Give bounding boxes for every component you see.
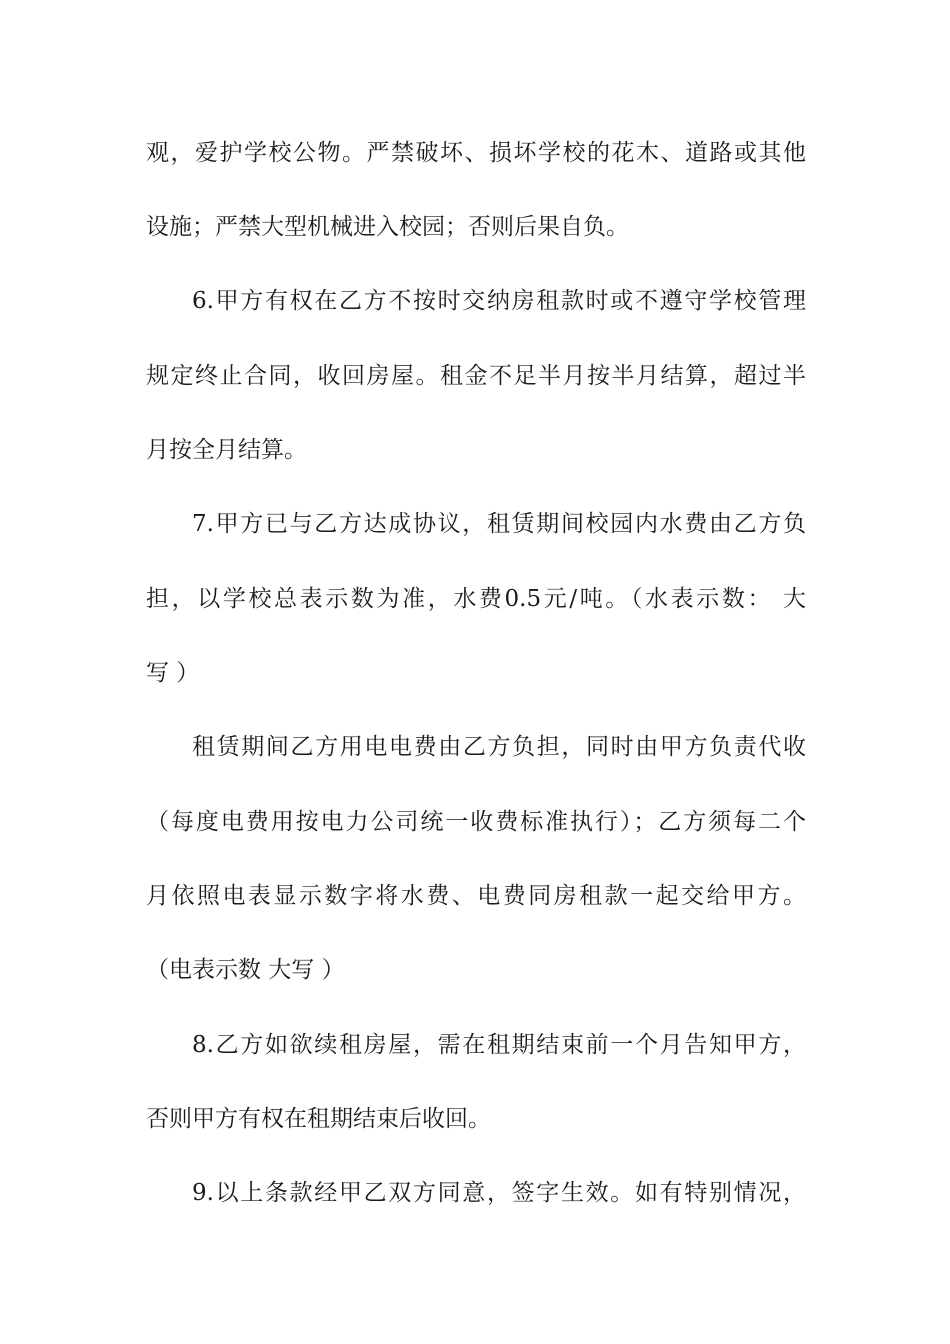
paragraph-8-start: 8.乙方如欲续租房屋，需在租期结束前一个月告知甲方， <box>192 1032 806 1058</box>
text-line: 担，以学校总表示数为准，水费0.5元/吨。（水表示数： 大 <box>146 586 806 612</box>
text-line: 设施；严禁大型机械进入校园；否则后果自负。 <box>146 214 629 240</box>
text-line: 写 ） <box>146 660 200 686</box>
text-line: 否则甲方有权在租期结束后收回。 <box>146 1106 491 1132</box>
text-line: 月依照电表显示数字将水费、电费同房租款一起交给甲方。 <box>146 883 806 909</box>
text-line: 观，爱护学校公物。严禁破坏、损坏学校的花木、道路或其他 <box>146 140 806 166</box>
text-line: 月按全月结算。 <box>146 437 307 463</box>
paragraph-electricity-start: 租赁期间乙方用电电费由乙方负担，同时由甲方负责代收 <box>192 734 806 760</box>
paragraph-9-start: 9.以上条款经甲乙双方同意，签字生效。如有特别情况， <box>192 1180 806 1206</box>
paragraph-7-start: 7.甲方已与乙方达成协议，租赁期间校园内水费由乙方负 <box>192 511 806 537</box>
text-line: （每度电费用按电力公司统一收费标准执行）；乙方须每二个 <box>146 809 806 835</box>
paragraph-6-start: 6.甲方有权在乙方不按时交纳房租款时或不遵守学校管理 <box>192 288 806 314</box>
text-line: （电表示数 大写 ） <box>146 957 345 983</box>
text-line: 规定终止合同，收回房屋。租金不足半月按半月结算，超过半 <box>146 363 806 389</box>
